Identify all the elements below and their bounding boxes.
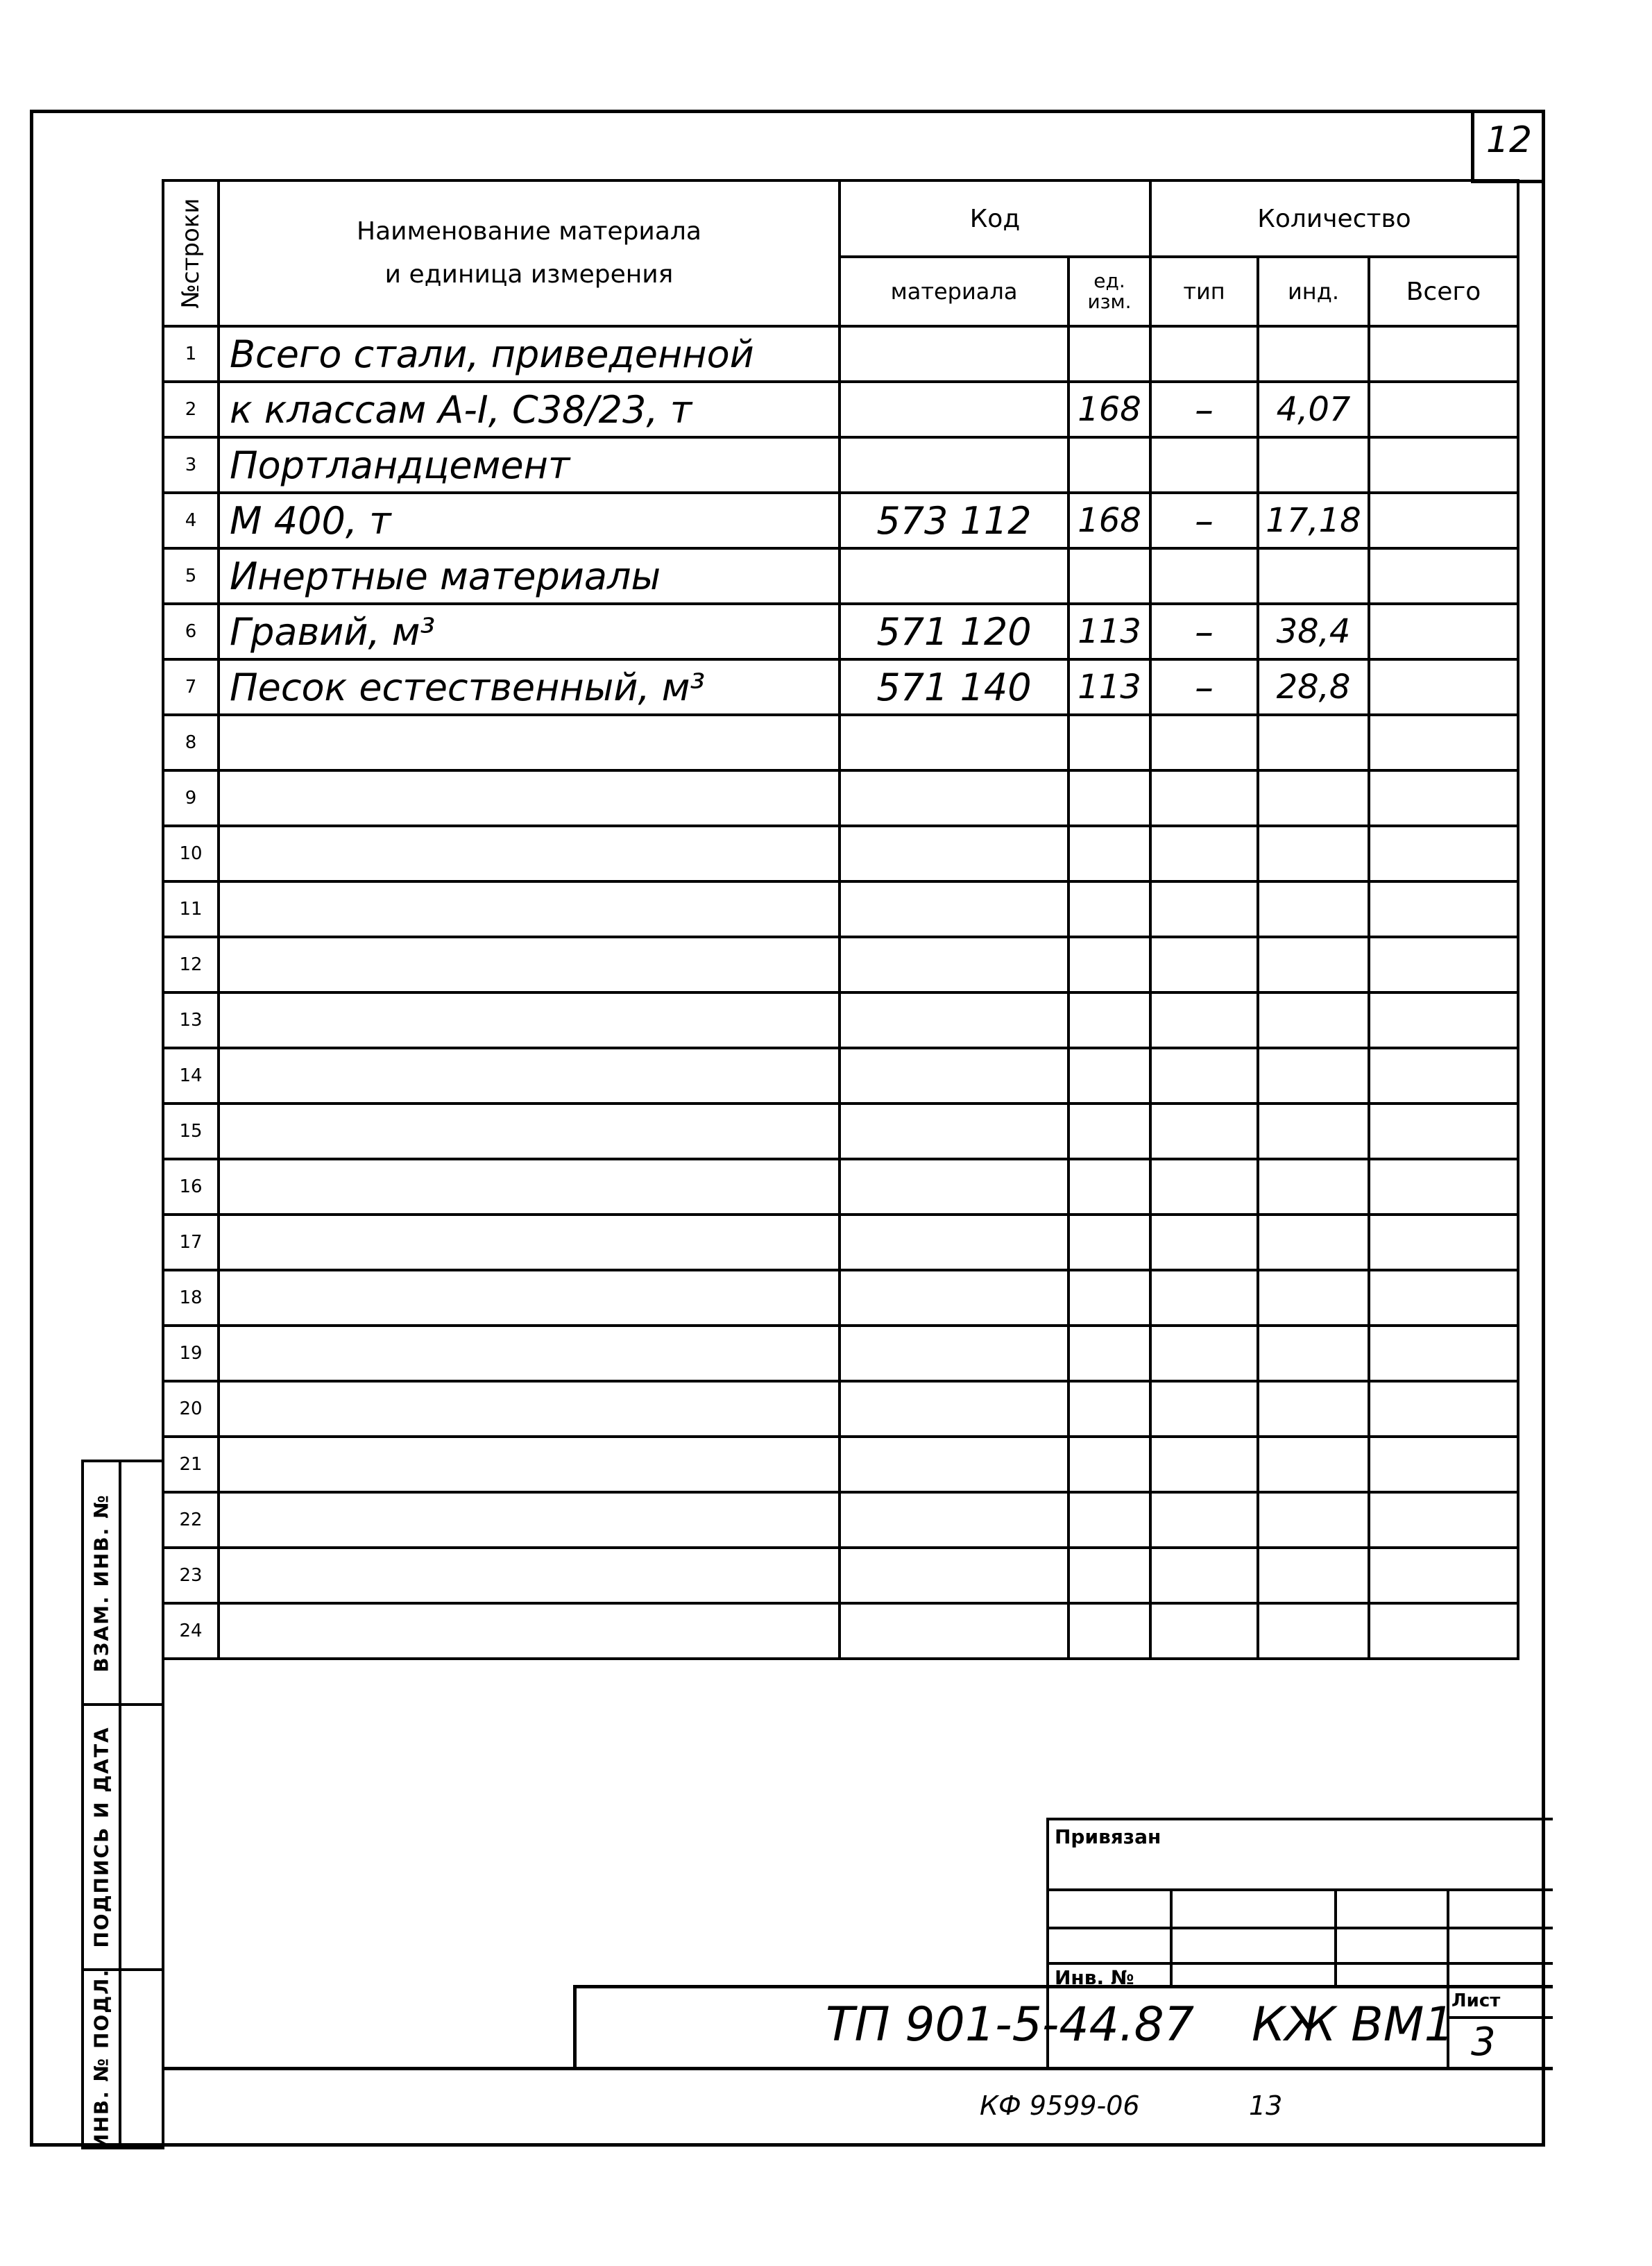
qty-total bbox=[1369, 382, 1518, 437]
qty-total bbox=[1369, 826, 1518, 881]
unit-code bbox=[1068, 1215, 1150, 1270]
table-row bbox=[163, 548, 1518, 604]
qty-type bbox=[1150, 1548, 1258, 1603]
qty-ind: 4,07 bbox=[1258, 382, 1369, 437]
qty-ind bbox=[1258, 715, 1369, 770]
qty-total bbox=[1369, 548, 1518, 604]
qty-ind bbox=[1258, 937, 1369, 992]
table-row bbox=[163, 1381, 1518, 1437]
qty-type bbox=[1150, 1492, 1258, 1548]
qty-total bbox=[1369, 1437, 1518, 1492]
material-code bbox=[840, 548, 1068, 604]
unit-code bbox=[1068, 1048, 1150, 1104]
header-qty-total: Всего bbox=[1369, 257, 1518, 326]
row-number: 24 bbox=[163, 1603, 219, 1659]
unit-code bbox=[1068, 992, 1150, 1048]
table-row bbox=[163, 992, 1518, 1048]
stamp-replace-inv: ВЗАМ. ИНВ. № bbox=[81, 1460, 121, 1706]
qty-ind bbox=[1258, 1437, 1369, 1492]
table-row bbox=[163, 659, 1518, 715]
row-number: 18 bbox=[163, 1270, 219, 1326]
unit-code bbox=[1068, 770, 1150, 826]
material-name bbox=[219, 1437, 840, 1492]
table-row bbox=[163, 715, 1518, 770]
qty-ind: 17,18 bbox=[1258, 493, 1369, 548]
footer-code: КФ 9599-06 bbox=[980, 2090, 1140, 2121]
table-row bbox=[163, 604, 1518, 659]
material-code bbox=[840, 992, 1068, 1048]
table-row bbox=[163, 826, 1518, 881]
qty-total bbox=[1369, 326, 1518, 382]
material-name bbox=[219, 1215, 840, 1270]
header-name: Наименование материала и единица измерения bbox=[219, 180, 840, 326]
material-name bbox=[219, 937, 840, 992]
unit-code bbox=[1068, 548, 1150, 604]
row-number: 20 bbox=[163, 1381, 219, 1437]
qty-ind bbox=[1258, 992, 1369, 1048]
unit-code bbox=[1068, 1270, 1150, 1326]
attached-label: Привязан bbox=[1055, 1825, 1161, 1848]
table-row bbox=[163, 493, 1518, 548]
sheet-top-number: 12 bbox=[1485, 119, 1533, 161]
material-code bbox=[840, 826, 1068, 881]
qty-type bbox=[1150, 881, 1258, 937]
unit-code: 113 bbox=[1068, 604, 1150, 659]
unit-code bbox=[1068, 1159, 1150, 1215]
qty-type bbox=[1150, 1381, 1258, 1437]
qty-type: – bbox=[1150, 493, 1258, 548]
row-number: 12 bbox=[163, 937, 219, 992]
row-number: 15 bbox=[163, 1104, 219, 1159]
qty-type bbox=[1150, 992, 1258, 1048]
qty-type bbox=[1150, 937, 1258, 992]
qty-type bbox=[1150, 1603, 1258, 1659]
material-code bbox=[840, 937, 1068, 992]
material-name bbox=[219, 1270, 840, 1326]
unit-code bbox=[1068, 1548, 1150, 1603]
row-number: 23 bbox=[163, 1548, 219, 1603]
unit-code: 113 bbox=[1068, 659, 1150, 715]
material-code bbox=[840, 1437, 1068, 1492]
qty-type bbox=[1150, 1048, 1258, 1104]
material-code bbox=[840, 437, 1068, 493]
qty-type bbox=[1150, 1159, 1258, 1215]
header-row-number: №строки bbox=[163, 180, 219, 326]
material-code bbox=[840, 1381, 1068, 1437]
row-number: 2 bbox=[163, 382, 219, 437]
unit-code bbox=[1068, 1104, 1150, 1159]
unit-code bbox=[1068, 437, 1150, 493]
row-number: 1 bbox=[163, 326, 219, 382]
table-row bbox=[163, 437, 1518, 493]
row-number: 21 bbox=[163, 1437, 219, 1492]
header-code-unit: ед. изм. bbox=[1068, 257, 1150, 326]
material-name bbox=[219, 1603, 840, 1659]
qty-total bbox=[1369, 1104, 1518, 1159]
material-name: Песок естественный, м³ bbox=[219, 659, 840, 715]
qty-total bbox=[1369, 1548, 1518, 1603]
qty-ind bbox=[1258, 1104, 1369, 1159]
qty-ind bbox=[1258, 326, 1369, 382]
row-number: 13 bbox=[163, 992, 219, 1048]
stamp-field-replace bbox=[119, 1460, 164, 1706]
unit-code bbox=[1068, 826, 1150, 881]
qty-total bbox=[1369, 1381, 1518, 1437]
material-code: 571 140 bbox=[840, 659, 1068, 715]
qty-ind: 28,8 bbox=[1258, 659, 1369, 715]
row-number: 3 bbox=[163, 437, 219, 493]
material-name bbox=[219, 1548, 840, 1603]
header-quantity-group: Количество bbox=[1150, 180, 1518, 257]
table-row bbox=[163, 881, 1518, 937]
stamp-sign-date: ПОДПИСЬ И ДАТА bbox=[81, 1703, 121, 1971]
material-code bbox=[840, 1548, 1068, 1603]
qty-type: – bbox=[1150, 604, 1258, 659]
material-name: к классам А-I, С38/23, т bbox=[219, 382, 840, 437]
table-row bbox=[163, 1603, 1518, 1659]
material-name bbox=[219, 715, 840, 770]
qty-ind bbox=[1258, 826, 1369, 881]
qty-ind bbox=[1258, 1326, 1369, 1381]
qty-ind bbox=[1258, 1159, 1369, 1215]
qty-ind: 38,4 bbox=[1258, 604, 1369, 659]
material-name bbox=[219, 881, 840, 937]
qty-type bbox=[1150, 770, 1258, 826]
material-code bbox=[840, 715, 1068, 770]
table-row bbox=[163, 1159, 1518, 1215]
material-code bbox=[840, 1603, 1068, 1659]
table-row bbox=[163, 1326, 1518, 1381]
qty-total bbox=[1369, 1048, 1518, 1104]
qty-type bbox=[1150, 1104, 1258, 1159]
material-code bbox=[840, 326, 1068, 382]
qty-total bbox=[1369, 715, 1518, 770]
inv-label: Инв. № bbox=[1055, 1966, 1134, 1989]
row-number: 22 bbox=[163, 1492, 219, 1548]
qty-type bbox=[1150, 437, 1258, 493]
row-number: 6 bbox=[163, 604, 219, 659]
header-qty-type: тип bbox=[1150, 257, 1258, 326]
qty-ind bbox=[1258, 437, 1369, 493]
qty-ind bbox=[1258, 1270, 1369, 1326]
header-qty-ind: инд. bbox=[1258, 257, 1369, 326]
qty-total bbox=[1369, 770, 1518, 826]
qty-ind bbox=[1258, 1548, 1369, 1603]
unit-code: 168 bbox=[1068, 493, 1150, 548]
table-row bbox=[163, 1437, 1518, 1492]
table-row bbox=[163, 1548, 1518, 1603]
qty-total bbox=[1369, 493, 1518, 548]
unit-code bbox=[1068, 326, 1150, 382]
material-name bbox=[219, 1159, 840, 1215]
qty-type bbox=[1150, 326, 1258, 382]
row-number: 16 bbox=[163, 1159, 219, 1215]
qty-type: – bbox=[1150, 659, 1258, 715]
qty-ind bbox=[1258, 1492, 1369, 1548]
table-row bbox=[163, 1104, 1518, 1159]
material-code bbox=[840, 1159, 1068, 1215]
stamp-inv-original: ИНВ. № ПОДЛ. bbox=[81, 1968, 121, 2149]
material-code bbox=[840, 1492, 1068, 1548]
qty-type bbox=[1150, 1437, 1258, 1492]
row-number: 9 bbox=[163, 770, 219, 826]
row-number: 7 bbox=[163, 659, 219, 715]
material-code bbox=[840, 1326, 1068, 1381]
row-number: 8 bbox=[163, 715, 219, 770]
unit-code bbox=[1068, 937, 1150, 992]
material-code bbox=[840, 1215, 1068, 1270]
material-code: 573 112 bbox=[840, 493, 1068, 548]
row-number: 19 bbox=[163, 1326, 219, 1381]
qty-total bbox=[1369, 1326, 1518, 1381]
material-name: Гравий, м³ bbox=[219, 604, 840, 659]
material-name: М 400, т bbox=[219, 493, 840, 548]
material-name bbox=[219, 1492, 840, 1548]
row-number: 17 bbox=[163, 1215, 219, 1270]
unit-code: 168 bbox=[1068, 382, 1150, 437]
qty-total bbox=[1369, 1270, 1518, 1326]
material-code bbox=[840, 1048, 1068, 1104]
material-name bbox=[219, 1326, 840, 1381]
qty-type bbox=[1150, 1270, 1258, 1326]
unit-code bbox=[1068, 1326, 1150, 1381]
qty-total bbox=[1369, 604, 1518, 659]
sheet-label: Лист bbox=[1451, 1990, 1501, 2011]
table-row bbox=[163, 382, 1518, 437]
qty-total bbox=[1369, 659, 1518, 715]
material-name bbox=[219, 770, 840, 826]
unit-code bbox=[1068, 1437, 1150, 1492]
table-row bbox=[163, 1048, 1518, 1104]
row-number: 4 bbox=[163, 493, 219, 548]
unit-code bbox=[1068, 1603, 1150, 1659]
qty-total bbox=[1369, 1492, 1518, 1548]
material-code bbox=[840, 770, 1068, 826]
qty-total bbox=[1369, 1603, 1518, 1659]
header-code-material: материала bbox=[840, 257, 1068, 326]
qty-total bbox=[1369, 937, 1518, 992]
material-name: Портландцемент bbox=[219, 437, 840, 493]
qty-total bbox=[1369, 881, 1518, 937]
table-row bbox=[163, 937, 1518, 992]
material-code bbox=[840, 1104, 1068, 1159]
materials-table bbox=[162, 179, 1519, 1660]
qty-total bbox=[1369, 992, 1518, 1048]
qty-ind bbox=[1258, 1603, 1369, 1659]
material-name bbox=[219, 1104, 840, 1159]
material-name bbox=[219, 1381, 840, 1437]
material-code bbox=[840, 382, 1068, 437]
stamp-field-inv bbox=[119, 1968, 164, 2149]
table-row bbox=[163, 1215, 1518, 1270]
unit-code bbox=[1068, 715, 1150, 770]
qty-type bbox=[1150, 548, 1258, 604]
qty-ind bbox=[1258, 770, 1369, 826]
row-number: 5 bbox=[163, 548, 219, 604]
document-designation: ТП 901-5-44.87 bbox=[826, 1997, 1195, 2052]
row-number: 11 bbox=[163, 881, 219, 937]
qty-type: – bbox=[1150, 382, 1258, 437]
qty-ind bbox=[1258, 548, 1369, 604]
qty-type bbox=[1150, 715, 1258, 770]
row-number: 14 bbox=[163, 1048, 219, 1104]
table-row bbox=[163, 1270, 1518, 1326]
material-name: Инертные материалы bbox=[219, 548, 840, 604]
qty-ind bbox=[1258, 1048, 1369, 1104]
unit-code bbox=[1068, 881, 1150, 937]
material-name bbox=[219, 1048, 840, 1104]
qty-type bbox=[1150, 826, 1258, 881]
qty-ind bbox=[1258, 1215, 1369, 1270]
qty-ind bbox=[1258, 881, 1369, 937]
material-name: Всего стали, приведенной bbox=[219, 326, 840, 382]
material-code bbox=[840, 1270, 1068, 1326]
sheet-number: 3 bbox=[1471, 2020, 1496, 2065]
qty-type bbox=[1150, 1326, 1258, 1381]
material-code bbox=[840, 881, 1068, 937]
footer-page: 13 bbox=[1249, 2090, 1283, 2121]
material-name bbox=[219, 992, 840, 1048]
table-row bbox=[163, 770, 1518, 826]
unit-code bbox=[1068, 1381, 1150, 1437]
document-mark: КЖ ВМ1 bbox=[1252, 1997, 1454, 2052]
unit-code bbox=[1068, 1492, 1150, 1548]
material-code: 571 120 bbox=[840, 604, 1068, 659]
stamp-field-sign bbox=[119, 1703, 164, 1971]
table-row bbox=[163, 326, 1518, 382]
qty-total bbox=[1369, 1215, 1518, 1270]
qty-total bbox=[1369, 437, 1518, 493]
table-row bbox=[163, 1492, 1518, 1548]
material-name bbox=[219, 826, 840, 881]
row-number: 10 bbox=[163, 826, 219, 881]
header-code-group: Код bbox=[840, 180, 1150, 257]
qty-type bbox=[1150, 1215, 1258, 1270]
qty-total bbox=[1369, 1159, 1518, 1215]
qty-ind bbox=[1258, 1381, 1369, 1437]
